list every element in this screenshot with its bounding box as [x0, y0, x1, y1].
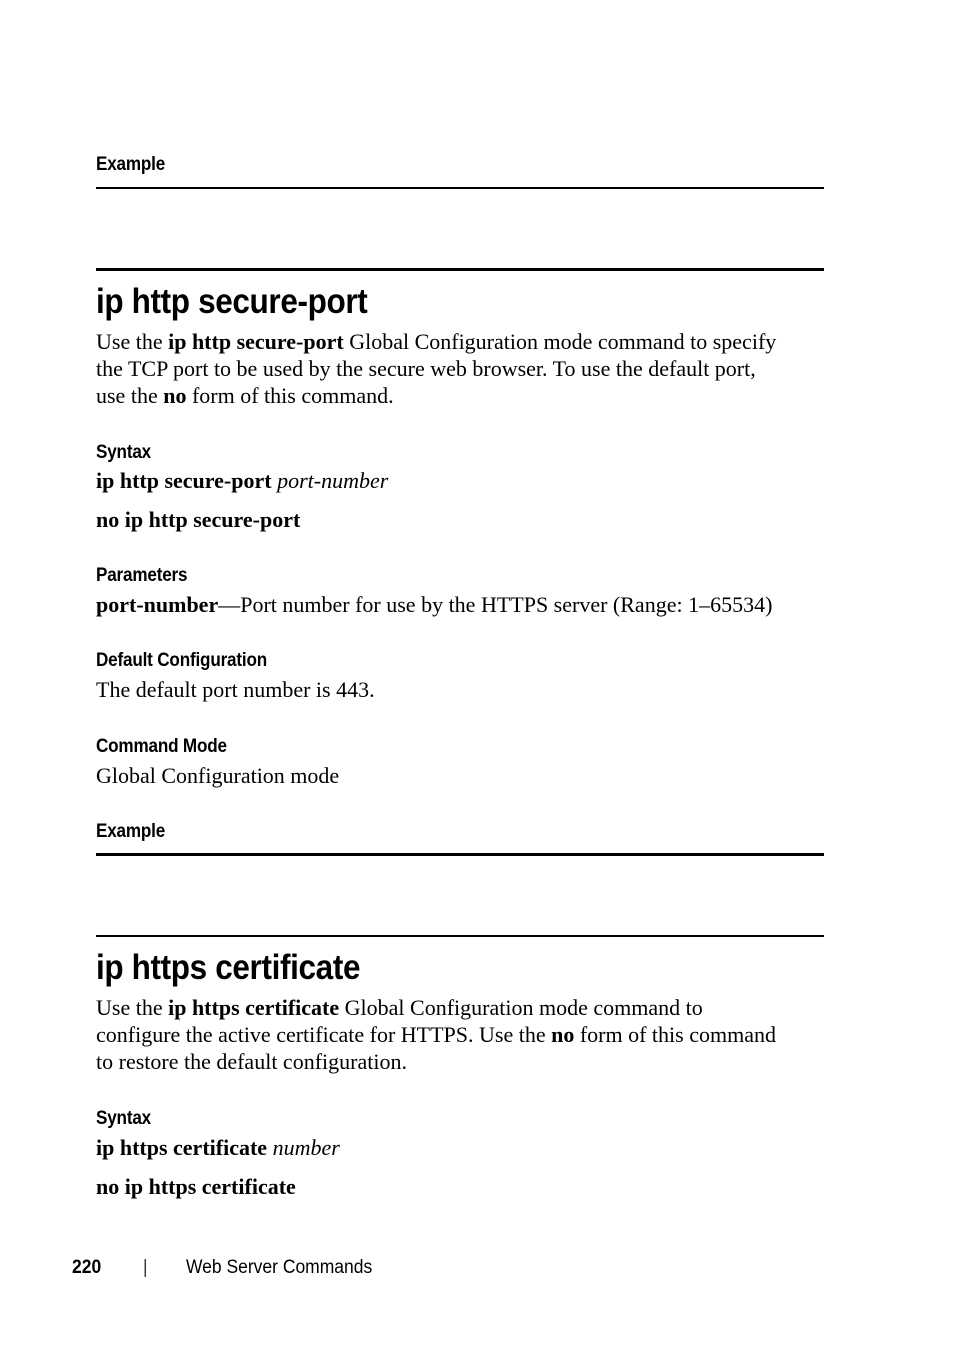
- description-line: to restore the default configuration.: [96, 1049, 407, 1074]
- command-mode-text: Global Configuration mode: [96, 763, 340, 788]
- command-name: ip https certificate: [168, 995, 340, 1020]
- syntax-no-line: no ip http secure-port: [96, 507, 301, 532]
- footer-separator: |: [143, 1257, 148, 1278]
- syntax-parameter: number: [272, 1135, 340, 1160]
- syntax-parameter: port-number: [277, 468, 389, 493]
- syntax-line: [96, 467, 388, 494]
- text: Use the: [96, 995, 169, 1020]
- example-heading: Example: [96, 821, 166, 842]
- text: use the: [96, 383, 164, 408]
- parameter-description: —Port number for use by the HTTPS server (Range: 1–65534): [218, 592, 773, 617]
- parameter-line: [96, 591, 772, 618]
- section-divider: [96, 268, 824, 271]
- text: form of this command: [574, 1022, 776, 1047]
- description-line: [96, 1021, 776, 1048]
- example-heading: Example: [96, 154, 166, 175]
- page-number: 220: [72, 1257, 102, 1278]
- description: [96, 328, 776, 409]
- command-name: ip http secure-port: [168, 329, 344, 354]
- text: configure the active certificate for HTTPS. Use the: [96, 1022, 552, 1047]
- command-title: ip https certificate: [96, 948, 361, 987]
- keyword-no: no: [551, 1022, 575, 1047]
- syntax-command: ip https certificate: [96, 1135, 268, 1160]
- command-title: ip http secure-port: [96, 282, 368, 321]
- text: form of this command.: [186, 383, 394, 408]
- section-divider: [96, 935, 824, 937]
- text: Use the: [96, 329, 169, 354]
- description-line: the TCP port to be used by the secure web browser. To use the default port,: [96, 356, 756, 381]
- keyword-no: no: [163, 383, 187, 408]
- description-line: [96, 328, 776, 355]
- default-configuration-heading: Default Configuration: [96, 650, 268, 671]
- description-line: [96, 994, 776, 1021]
- divider: [96, 853, 824, 856]
- text: Global Configuration mode command to specify: [343, 329, 777, 354]
- syntax-heading: Syntax: [96, 442, 151, 463]
- syntax-heading: Syntax: [96, 1108, 151, 1129]
- syntax-no-line: no ip https certificate: [96, 1174, 296, 1199]
- text: Global Configuration mode command to: [339, 995, 703, 1020]
- chapter-title: Web Server Commands: [186, 1257, 373, 1278]
- description: [96, 994, 776, 1075]
- description-line: [96, 382, 776, 409]
- syntax-command: ip http secure-port: [96, 468, 272, 493]
- parameters-heading: Parameters: [96, 565, 188, 586]
- divider: [96, 187, 824, 189]
- parameter-name: port-number: [96, 592, 219, 617]
- default-configuration-text: The default port number is 443.: [96, 677, 375, 702]
- command-mode-heading: Command Mode: [96, 736, 227, 757]
- syntax-line: [96, 1134, 340, 1161]
